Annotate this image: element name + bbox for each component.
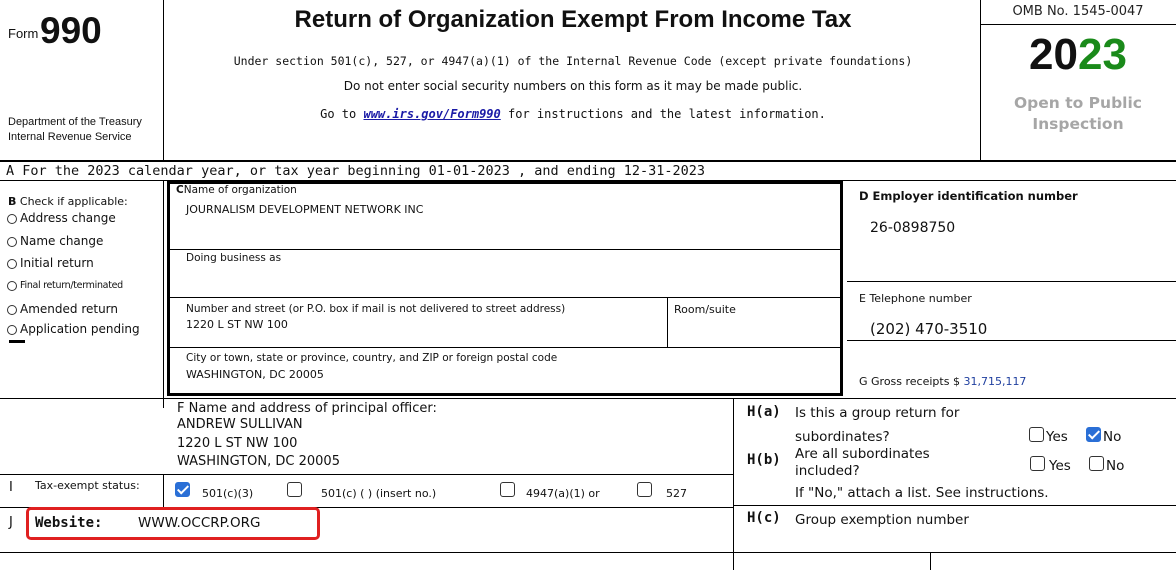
ha-yes-checkbox[interactable]: [1029, 427, 1044, 442]
tax-year: 2023: [1029, 30, 1127, 79]
address-change-radio[interactable]: [7, 214, 17, 224]
ha-label: H(a): [747, 404, 781, 420]
instructions-line: Go to www.irs.gov/Form990 for instructions and the latest information.: [320, 107, 826, 121]
hc-text: Group exemption number: [795, 512, 969, 528]
open-public-line-1: Open to Public: [1014, 94, 1142, 112]
name-change-radio[interactable]: [7, 237, 17, 247]
gross-receipts-value: 31,715,117: [963, 375, 1027, 388]
telephone-value: (202) 470-3510: [870, 320, 988, 338]
open-public-line-2: Inspection: [1032, 115, 1124, 133]
hb-text-2: included?: [795, 463, 860, 479]
room-suite-label: Room/suite: [674, 303, 736, 316]
hb-no-label: No: [1106, 458, 1125, 474]
status-527-checkbox[interactable]: [637, 482, 652, 497]
principal-officer-label: F Name and address of principal officer:: [177, 401, 437, 416]
status-501c3-label: 501(c)(3): [202, 487, 254, 500]
initial-return-radio[interactable]: [7, 259, 17, 269]
amended-return-label: Amended return: [20, 302, 119, 316]
form-subtitle: Under section 501(c), 527, or 4947(a)(1) of the Internal Revenue Code (except private foundations): [233, 54, 913, 68]
city-label: City or town, state or province, country, and ZIP or foreign postal code: [186, 352, 558, 364]
status-501c-checkbox[interactable]: [287, 482, 302, 497]
officer-name: ANDREW SULLIVAN: [177, 417, 303, 432]
dba-label: Doing business as: [186, 252, 282, 264]
application-pending-radio[interactable]: [7, 325, 17, 335]
hc-label: H(c): [747, 510, 781, 526]
telephone-label: E Telephone number: [859, 292, 972, 305]
officer-city: WASHINGTON, DC 20005: [177, 454, 340, 469]
indicator-mark: [9, 340, 25, 343]
website-letter: J: [9, 515, 13, 530]
ein-label: D Employer identification number: [859, 189, 1078, 203]
hb-no-checkbox[interactable]: [1089, 456, 1104, 471]
tax-year-line: A For the 2023 calendar year, or tax year beginning 01-01-2023 , and ending 12-31-2023: [6, 163, 705, 179]
final-return-label: Final return/terminated: [20, 280, 123, 291]
street-value: 1220 L ST NW 100: [186, 318, 288, 331]
dept-line-2: Internal Revenue Service: [8, 131, 132, 143]
status-501c3-checkbox[interactable]: [175, 482, 190, 497]
officer-street: 1220 L ST NW 100: [177, 436, 298, 451]
street-label: Number and street (or P.O. box if mail is not delivered to street address): [186, 303, 566, 315]
tax-exempt-letter: I: [9, 480, 13, 495]
initial-return-label: Initial return: [20, 256, 94, 270]
application-pending-label: Application pending: [20, 322, 140, 336]
amended-return-radio[interactable]: [7, 305, 17, 315]
hb-text-1: Are all subordinates: [795, 446, 930, 462]
form-title: Return of Organization Exempt From Income Tax: [294, 6, 852, 33]
website-value[interactable]: WWW.OCCRP.ORG: [138, 515, 261, 531]
ha-text-1: Is this a group return for: [795, 405, 960, 421]
ha-yes-label: Yes: [1046, 429, 1068, 445]
name-change-label: Name change: [20, 234, 104, 248]
status-4947-checkbox[interactable]: [500, 482, 515, 497]
ha-no-label: No: [1103, 429, 1122, 445]
gross-receipts: G Gross receipts $ 31,715,117: [859, 375, 1027, 388]
hb-label: H(b): [747, 452, 781, 468]
ssn-notice: Do not enter social security numbers on this form as it may be made public.: [343, 79, 803, 93]
org-name-label: CName of organization: [176, 184, 297, 196]
check-applicable-title: B Check if applicable:: [8, 195, 128, 208]
ha-no-checkbox[interactable]: [1086, 427, 1101, 442]
hb-note: If "No," attach a list. See instructions.: [795, 485, 1049, 501]
status-501c-label: 501(c) ( ) (insert no.): [321, 487, 437, 500]
ha-text-2: subordinates?: [795, 429, 890, 445]
status-4947-label: 4947(a)(1) or: [526, 487, 600, 500]
address-change-label: Address change: [20, 211, 116, 225]
website-label: Website:: [35, 515, 103, 531]
org-name-value: JOURNALISM DEVELOPMENT NETWORK INC: [186, 203, 424, 216]
ein-value: 26-0898750: [870, 220, 956, 236]
form-number: 990: [40, 10, 102, 51]
form-label: Form: [8, 26, 39, 41]
status-527-label: 527: [666, 487, 687, 500]
hb-yes-checkbox[interactable]: [1030, 456, 1045, 471]
city-value: WASHINGTON, DC 20005: [186, 368, 324, 381]
dept-line-1: Department of the Treasury: [8, 116, 142, 128]
final-return-radio[interactable]: [7, 281, 17, 291]
hb-yes-label: Yes: [1049, 458, 1071, 474]
irs-link[interactable]: www.irs.gov/Form990: [363, 107, 501, 121]
tax-exempt-label: Tax-exempt status:: [35, 479, 140, 492]
omb-number: OMB No. 1545-0047: [1012, 4, 1144, 19]
